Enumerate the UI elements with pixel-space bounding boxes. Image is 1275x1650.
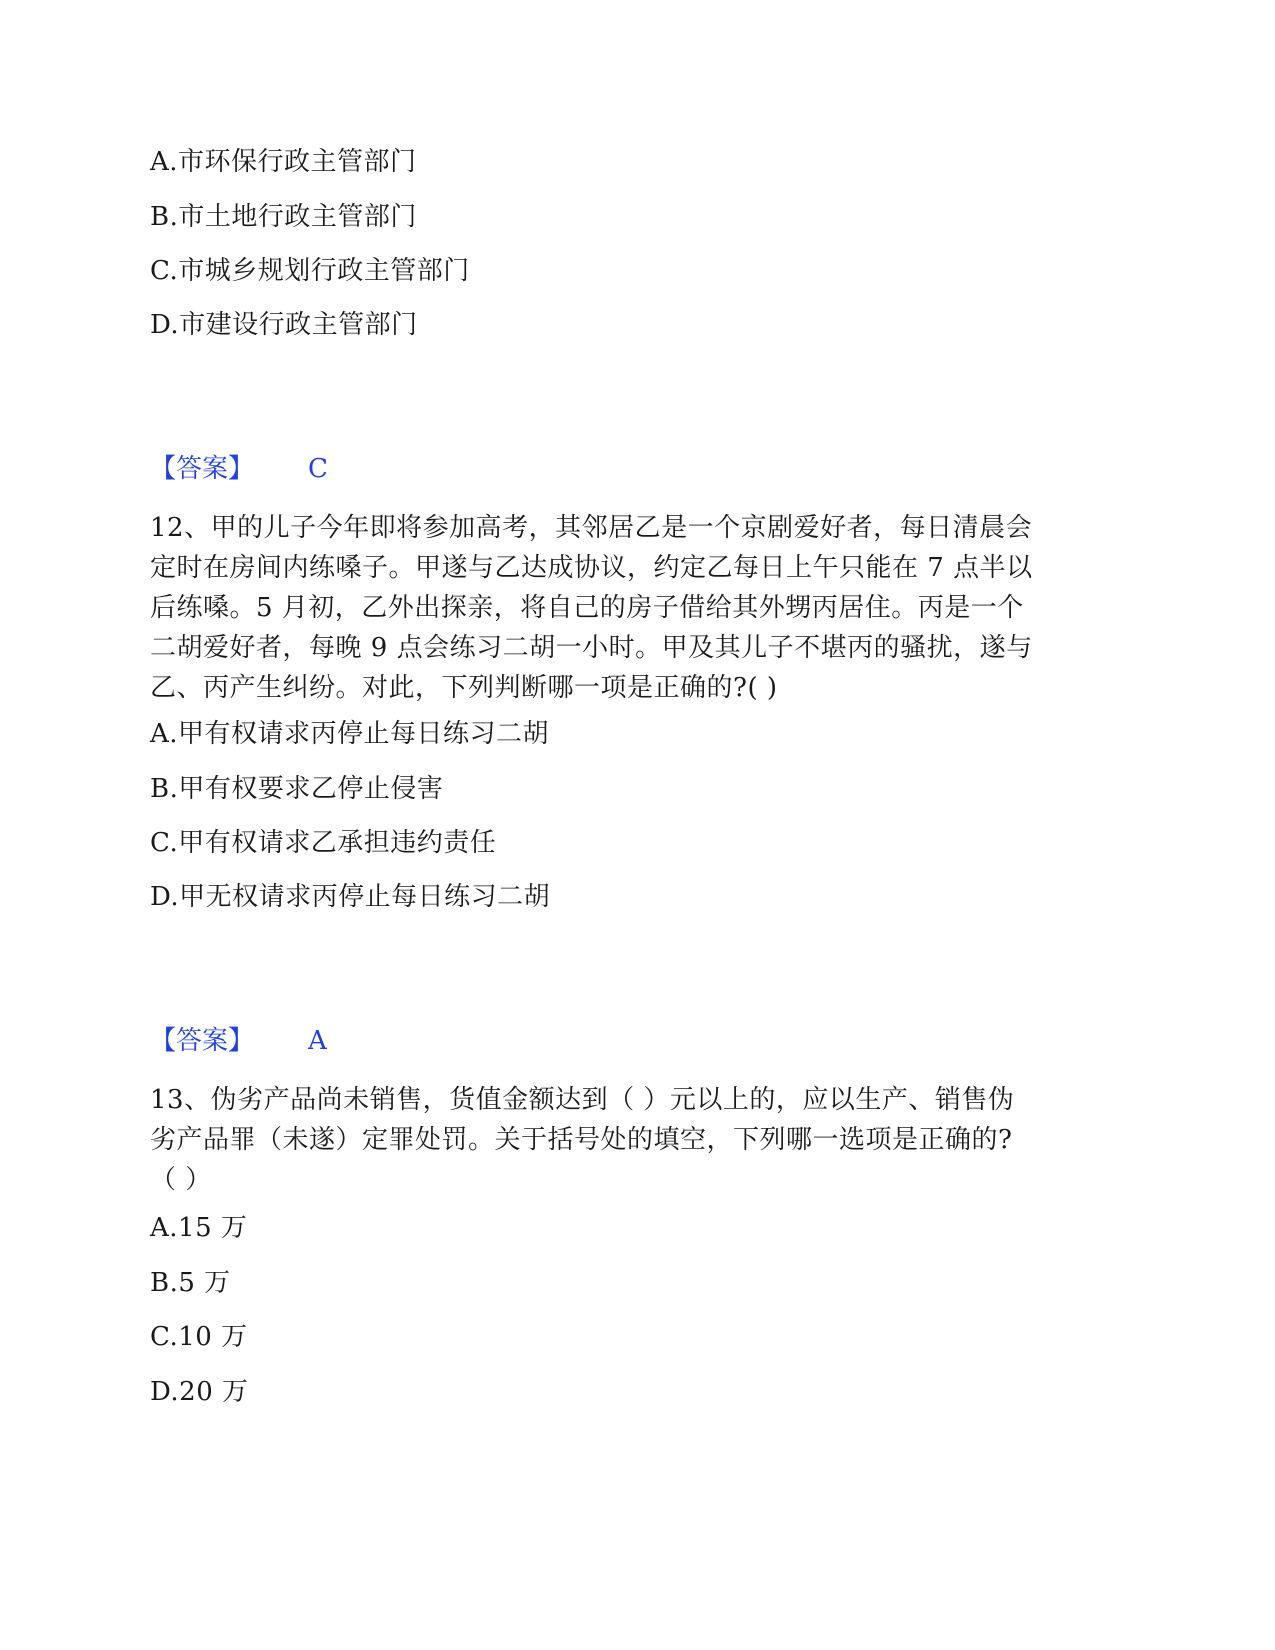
q12-stem-line: 二胡爱好者，每晚 9 点会练习二胡一小时。甲及其儿子不堪丙的骚扰，遂与 [150, 633, 1033, 663]
q12-answer [150, 1026, 327, 1056]
q12-stem [150, 508, 1110, 708]
q12-stem-line: 后练嗓。5 月初，乙外出探亲，将自己的房子借给其外甥丙居住。丙是一个 [150, 593, 1024, 623]
q12-stem-line: 12、甲的儿子今年即将参加高考，其邻居乙是一个京剧爱好者，每日清晨会 [150, 513, 1033, 543]
q13-option-a: A.15 万 [150, 1213, 248, 1243]
q13-option-c: C.10 万 [150, 1322, 248, 1352]
answer-label: 【答案】 [150, 454, 255, 484]
q11-option-b: B.市土地行政主管部门 [150, 202, 417, 232]
q13-stem [150, 1080, 1110, 1200]
q12-option-d: D.甲无权请求丙停止每日练习二胡 [150, 882, 551, 912]
q12-option-b: B.甲有权要求乙停止侵害 [150, 774, 444, 804]
q12-option-a: A.甲有权请求丙停止每日练习二胡 [150, 719, 550, 749]
q11-answer [150, 454, 328, 484]
answer-value: C [308, 454, 328, 484]
q12-stem-line: 乙、丙产生纠纷。对此，下列判断哪一项是正确的?( ) [150, 673, 778, 703]
q11-option-c: C.市城乡规划行政主管部门 [150, 256, 470, 286]
q12-option-c: C.甲有权请求乙承担违约责任 [150, 828, 497, 858]
q11-option-a: A.市环保行政主管部门 [150, 147, 417, 177]
q13-option-d: D.20 万 [150, 1377, 249, 1407]
q13-stem-line: 劣产品罪（未遂）定罪处罚。关于括号处的填空，下列哪一选项是正确的? [150, 1125, 1013, 1155]
answer-label: 【答案】 [150, 1026, 255, 1056]
q11-option-d: D.市建设行政主管部门 [150, 310, 418, 340]
q13-stem-line: 13、伪劣产品尚未销售，货值金额达到（ ）元以上的，应以生产、销售伪 [150, 1085, 1015, 1115]
q13-stem-line: （ ） [150, 1165, 212, 1195]
answer-value: A [308, 1026, 327, 1056]
q13-option-b: B.5 万 [150, 1268, 231, 1298]
q12-stem-line: 定时在房间内练嗓子。甲遂与乙达成协议，约定乙每日上午只能在 7 点半以 [150, 553, 1033, 583]
